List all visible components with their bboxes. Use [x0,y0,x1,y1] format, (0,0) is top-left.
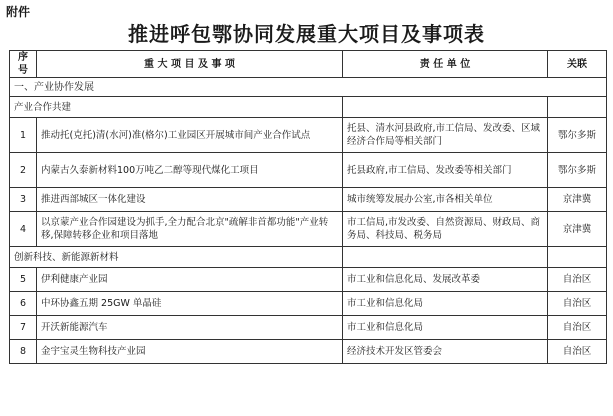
subsection-row [10,247,607,268]
row-seq: 7 [10,316,37,340]
empty-cell [548,247,607,268]
table-row [10,118,607,153]
row-unit: 经济技术开发区管委会 [343,340,548,364]
table-row [10,292,607,316]
projects-table [9,50,607,364]
subsection-row [10,97,607,118]
row-relation: 鄂尔多斯 [548,153,607,188]
row-seq: 3 [10,188,37,212]
row-relation: 鄂尔多斯 [548,118,607,153]
header-relation: 关联 [548,51,607,78]
row-seq: 5 [10,268,37,292]
row-unit: 托县、清水河县政府,市工信局、发改委、区域经济合作局等相关部门 [343,118,548,153]
row-relation: 自治区 [548,340,607,364]
row-relation: 京津冀 [548,188,607,212]
table-row [10,316,607,340]
subsection-label: 创新科技、新能源新材料 [10,247,343,268]
row-seq: 6 [10,292,37,316]
section-row [10,78,607,97]
row-seq: 1 [10,118,37,153]
row-seq: 4 [10,212,37,247]
table-row [10,153,607,188]
row-project: 伊利健康产业园 [37,268,343,292]
row-project: 推进西部城区一体化建设 [37,188,343,212]
table-row [10,188,607,212]
table-row [10,212,607,247]
row-project: 推动托(克托)清(水河)准(格尔)工业园区开展城市间产业合作试点 [37,118,343,153]
row-unit: 市工业和信息化局 [343,316,548,340]
row-relation: 京津冀 [548,212,607,247]
row-unit: 市工信局,市发改委、自然资源局、财政局、商务局、科技局、税务局 [343,212,548,247]
row-project: 开沃新能源汽车 [37,316,343,340]
table-header-row [10,51,607,78]
row-seq: 2 [10,153,37,188]
empty-cell [343,247,548,268]
row-unit: 市工业和信息化局 [343,292,548,316]
attachment-label: 附件 [6,5,31,19]
table-row [10,340,607,364]
empty-cell [548,97,607,118]
document-title: 推进呼包鄂协同发展重大项目及事项表 [128,22,485,46]
header-seq: 序号 [10,51,37,78]
subsection-label: 产业合作共建 [10,97,343,118]
row-relation: 自治区 [548,316,607,340]
row-project: 金宇宝灵生物科技产业园 [37,340,343,364]
row-unit: 市工业和信息化局、发展改革委 [343,268,548,292]
empty-cell [343,97,548,118]
row-relation: 自治区 [548,292,607,316]
row-seq: 8 [10,340,37,364]
row-relation: 自治区 [548,268,607,292]
row-unit: 托县政府,市工信局、发改委等相关部门 [343,153,548,188]
row-project: 以京蒙产业合作园建设为抓手,全力配合北京"疏解非首都功能"产业转移,保障转移企业和项目落地 [37,212,343,247]
row-project: 内蒙古久泰新材料100万吨乙二醇等现代煤化工项目 [37,153,343,188]
row-project: 中环协鑫五期 25GW 单晶硅 [37,292,343,316]
header-unit: 责 任 单 位 [343,51,548,78]
header-project: 重 大 项 目 及 事 项 [37,51,343,78]
section-label: 一、产业协作发展 [10,78,607,97]
row-unit: 城市统筹发展办公室,市各相关单位 [343,188,548,212]
table-row [10,268,607,292]
